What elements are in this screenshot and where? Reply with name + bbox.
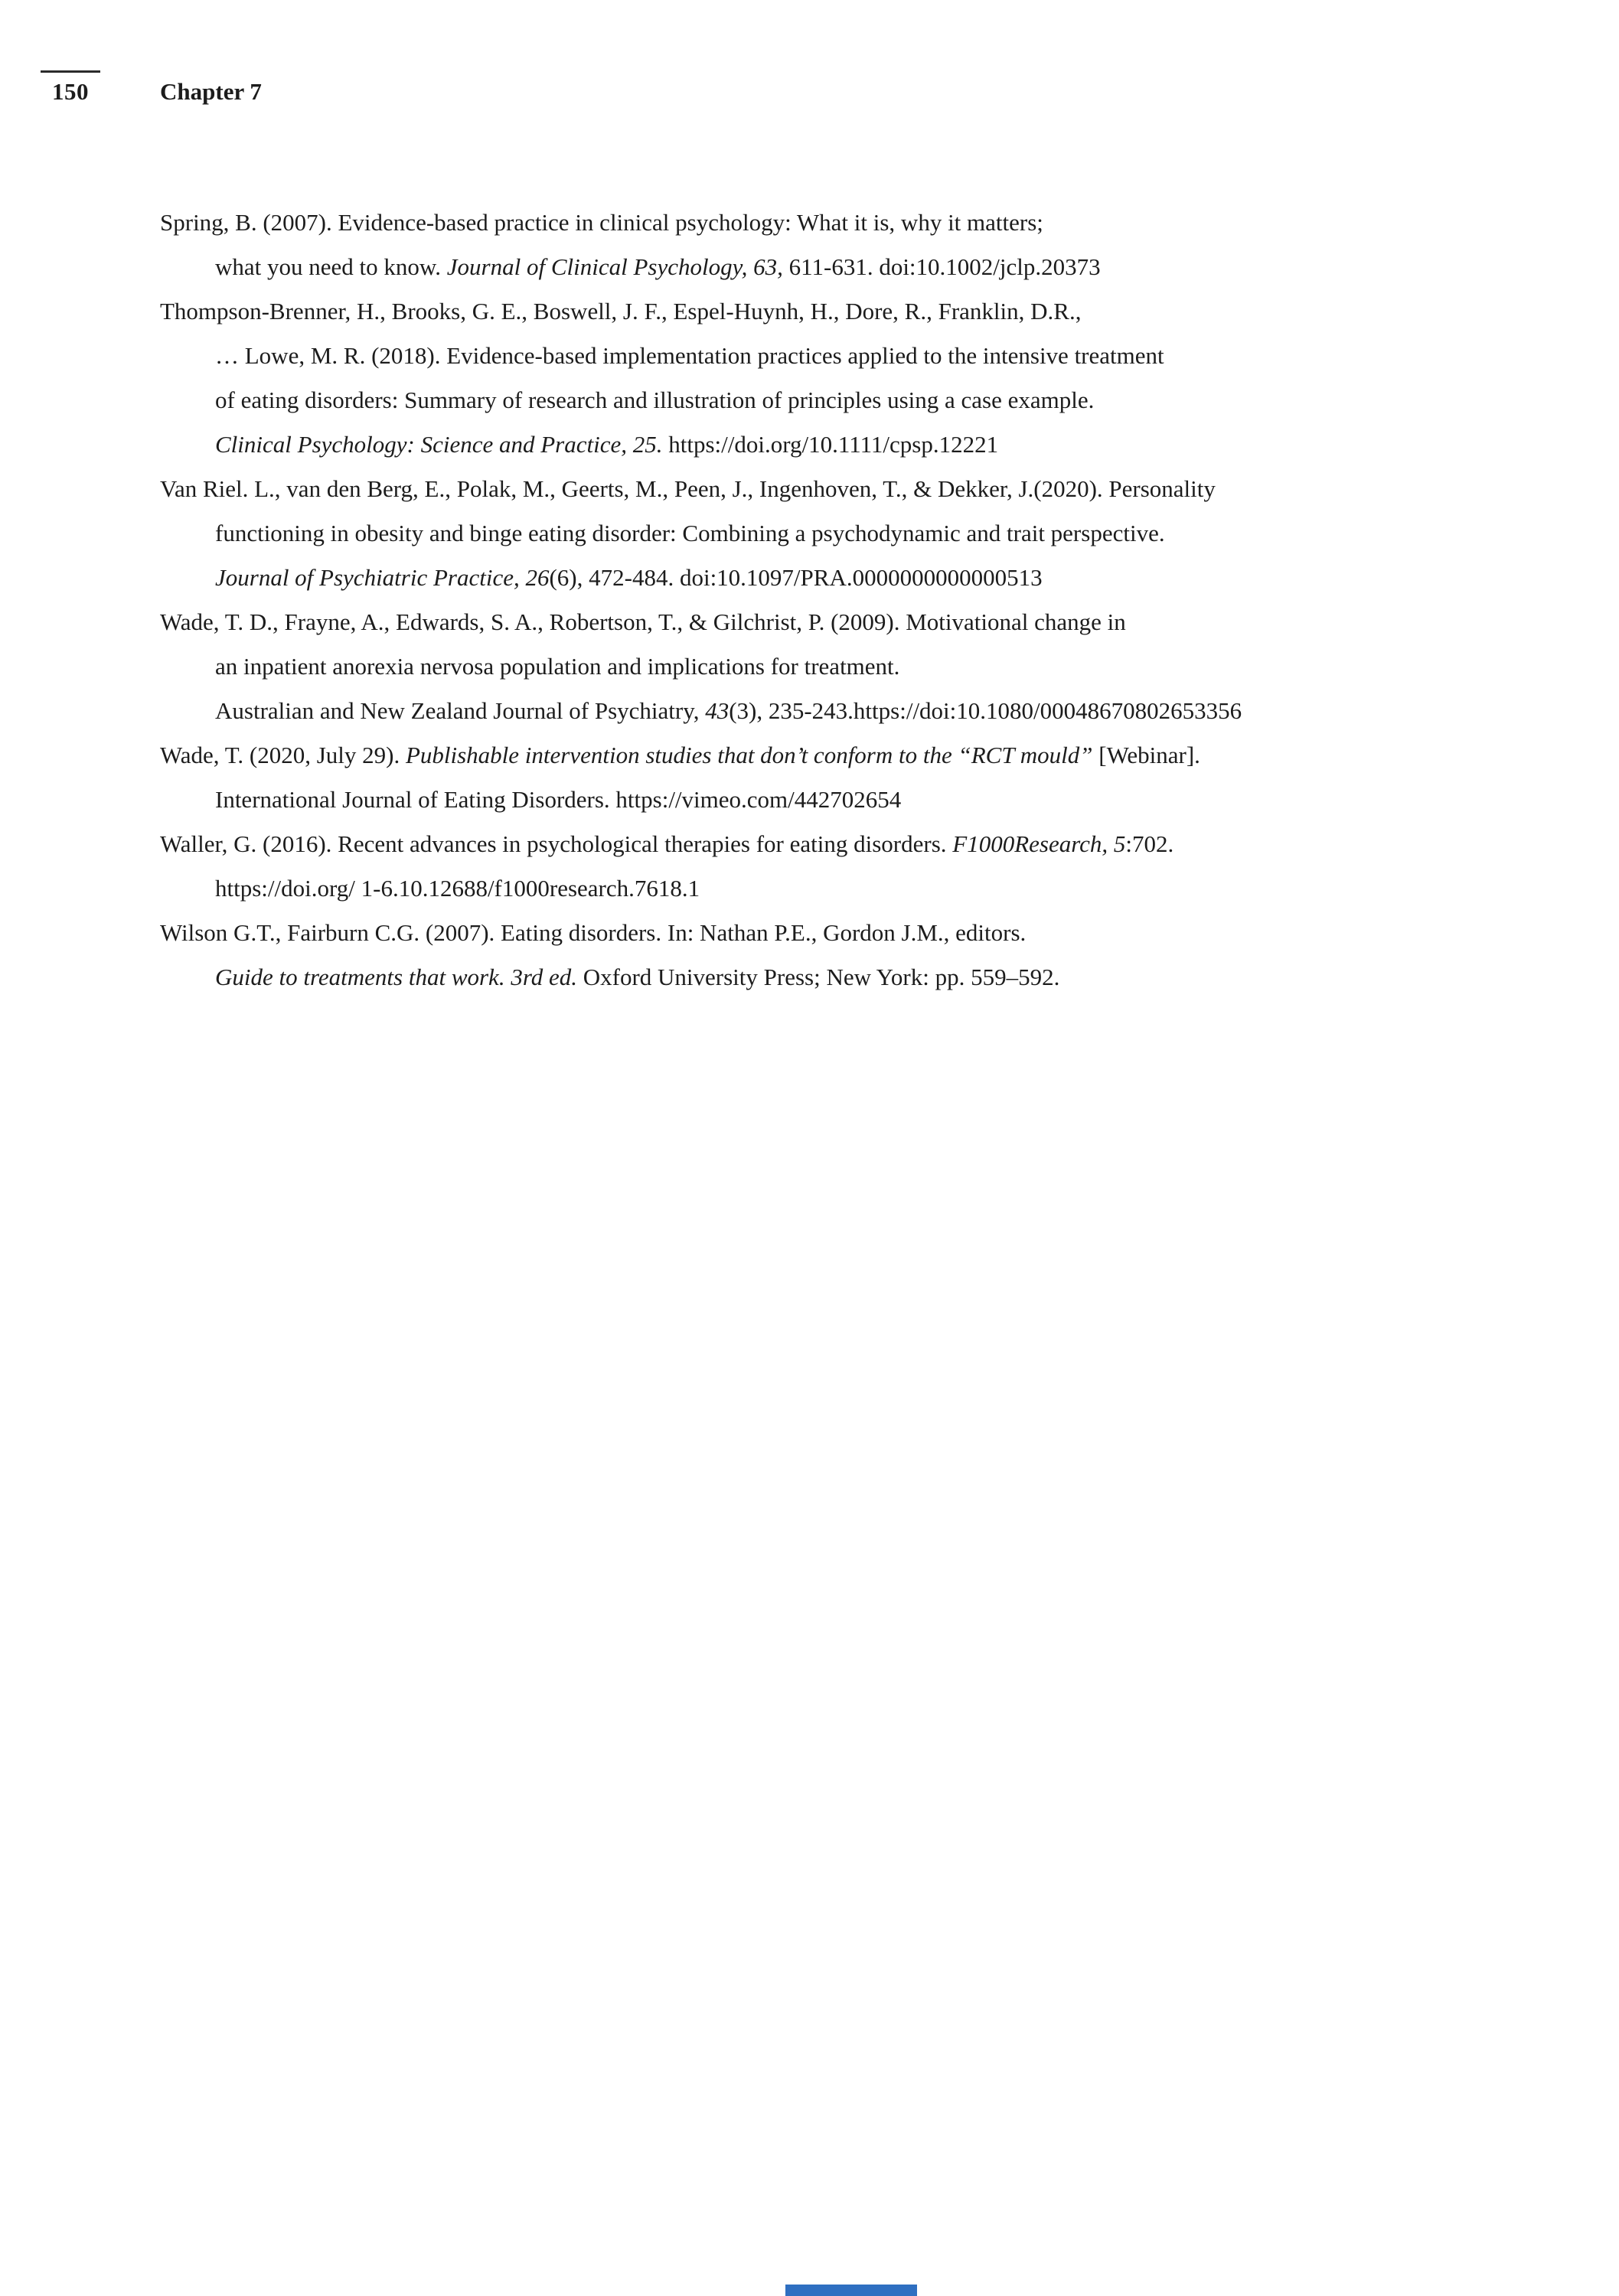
reference-text-italic: 43 [705, 697, 730, 724]
reference-text-italic: Journal of Psychiatric Practice, 26 [215, 564, 550, 591]
reference-entry [160, 911, 1507, 1000]
reference-line [160, 822, 1507, 866]
references-list [160, 201, 1507, 1000]
reference-text: Spring, B. (2007). Evidence-based practice in clinical psychology: What it is, why it matters; [160, 209, 1043, 236]
page-edge-marker [785, 2285, 917, 2296]
reference-text: Oxford University Press; New York: pp. 559–592. [577, 964, 1060, 990]
reference-text: (3), 235-243.https://doi:10.1080/00048670802653356 [729, 697, 1242, 724]
page-number-block [41, 70, 100, 106]
reference-text: Wade, T. (2020, July 29). [160, 742, 406, 768]
reference-text-italic: Clinical Psychology: Science and Practice, 25. [215, 431, 663, 458]
reference-text: https://doi.org/10.1111/cpsp.12221 [662, 431, 999, 458]
reference-text: functioning in obesity and binge eating disorder: Combining a psychodynamic and trait perspective. [215, 520, 1165, 546]
reference-line [160, 245, 1507, 289]
reference-text: … Lowe, M. R. (2018). Evidence-based implementation practices applied to the intensive treatment [215, 342, 1164, 369]
reference-text-italic: Journal of Clinical Psychology, 63, [446, 253, 789, 280]
reference-text: :702. [1125, 830, 1174, 857]
reference-line [160, 378, 1507, 422]
reference-entry [160, 289, 1507, 467]
reference-text: Waller, G. (2016). Recent advances in psychological therapies for eating disorders. [160, 830, 953, 857]
reference-line [160, 866, 1507, 911]
reference-line [160, 511, 1507, 556]
reference-line [160, 289, 1507, 334]
reference-entry [160, 733, 1507, 822]
reference-line [160, 778, 1507, 822]
reference-entry [160, 201, 1507, 289]
reference-text: (6), 472-484. doi:10.1097/PRA.0000000000000513 [549, 564, 1043, 591]
reference-text: Van Riel. L., van den Berg, E., Polak, M., Geerts, M., Peen, J., Ingenhoven, T., & Dekker, J.(2020). Personality [160, 475, 1216, 502]
chapter-title: Chapter 7 [160, 78, 262, 105]
reference-text-italic: Publishable intervention studies that don’t conform to the “RCT mould” [405, 742, 1093, 768]
reference-line [160, 733, 1507, 778]
reference-entry [160, 822, 1507, 911]
reference-line [160, 955, 1507, 1000]
reference-line [160, 422, 1507, 467]
reference-line [160, 644, 1507, 689]
reference-line [160, 689, 1507, 733]
reference-text: what you need to know. [215, 253, 447, 280]
reference-text: Wade, T. D., Frayne, A., Edwards, S. A., Robertson, T., & Gilchrist, P. (2009). Motivational change in [160, 608, 1126, 635]
reference-entry [160, 600, 1507, 733]
reference-line [160, 600, 1507, 644]
reference-text: Australian and New Zealand Journal of Psychiatry, [215, 697, 706, 724]
reference-text: Wilson G.T., Fairburn C.G. (2007). Eating disorders. In: Nathan P.E., Gordon J.M., editors. [160, 919, 1027, 946]
reference-text: International Journal of Eating Disorders. https://vimeo.com/442702654 [215, 786, 902, 813]
reference-text-italic: F1000Research, 5 [952, 830, 1126, 857]
reference-line [160, 467, 1507, 511]
reference-text: an inpatient anorexia nervosa population and implications for treatment. [215, 653, 900, 680]
reference-text-italic: Guide to treatments that work. 3rd ed. [215, 964, 577, 990]
reference-line [160, 911, 1507, 955]
page-number: 150 [52, 78, 89, 105]
reference-text: Thompson-Brenner, H., Brooks, G. E., Boswell, J. F., Espel-Huynh, H., Dore, R., Franklin, D.R., [160, 298, 1082, 325]
reference-entry [160, 467, 1507, 600]
reference-text: https://doi.org/ 1-6.10.12688/f1000research.7618.1 [215, 875, 700, 902]
reference-text: [Webinar]. [1092, 742, 1200, 768]
reference-line [160, 334, 1507, 378]
reference-line [160, 201, 1507, 245]
reference-line [160, 556, 1507, 600]
reference-text: of eating disorders: Summary of research and illustration of principles using a case example. [215, 386, 1095, 413]
page-header [0, 70, 1619, 116]
reference-text: 611-631. doi:10.1002/jclp.20373 [788, 253, 1101, 280]
